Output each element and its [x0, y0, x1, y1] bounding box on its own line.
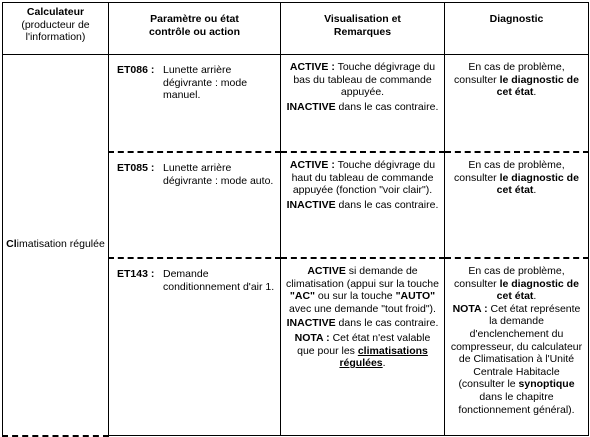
visualisation-cell: ACTIVE : Touche dégivrage du bas du tableau de commande appuyée. INACTIVE dans le cas contraire. [281, 55, 445, 153]
visualisation-cell: ACTIVE : Touche dégivrage du haut du tableau de commande appuyée (fonction "voir clair"). INACTIVE dans le cas contraire. [281, 152, 445, 258]
param-cell [109, 55, 281, 153]
header-parametre: Paramètre ou état contrôle ou action [109, 3, 281, 55]
header-row [3, 3, 589, 55]
diagnostic-cell: En cas de problème, consulter le diagnostic de cet état. [445, 152, 589, 258]
diagnostic-cell: En cas de problème, consulter le diagnostic de cet état. NOTA : Cet état représente la demande d'enclenchement du compresseur, du calculateur de Climatisation à l'Unité Centrale Habitacle (consulter le synoptique dans le chapitre fonctionnement général). [445, 258, 589, 436]
diagnostic-cell: En cas de problème, consulter le diagnostic de cet état. [445, 55, 589, 153]
param-text: Demande conditionnement d'air 1. [163, 268, 275, 293]
header-calculateur-sub: (producteur de l'information) [21, 18, 90, 44]
header-diagnostic: Diagnostic [445, 3, 589, 55]
param-text: Lunette arrière dégivrante : mode manuel. [163, 64, 248, 102]
header-calculateur: Calculateur (producteur de l'information) [3, 3, 109, 55]
param-cell [109, 258, 281, 436]
table-row [3, 55, 589, 153]
visualisation-cell: ACTIVE si demande de climatisation (appui sur la touche "AC" ou sur la touche "AUTO" avec une demande "tout froid"). INACTIVE dans le cas contraire. NOTA : Cet état n'est valable que pour les climatisations régulées. [281, 258, 445, 436]
state-code: ET143 : [117, 268, 155, 280]
calculator-cell: Climatisation régulée [3, 55, 109, 436]
diagnostic-table [2, 2, 589, 437]
param-cell [109, 152, 281, 258]
state-code: ET086 : [117, 64, 155, 76]
param-text: Lunette arrière dégivrante : mode auto. [163, 162, 274, 187]
header-visualisation: Visualisation et Remarques [281, 3, 445, 55]
state-code: ET085 : [117, 162, 155, 174]
